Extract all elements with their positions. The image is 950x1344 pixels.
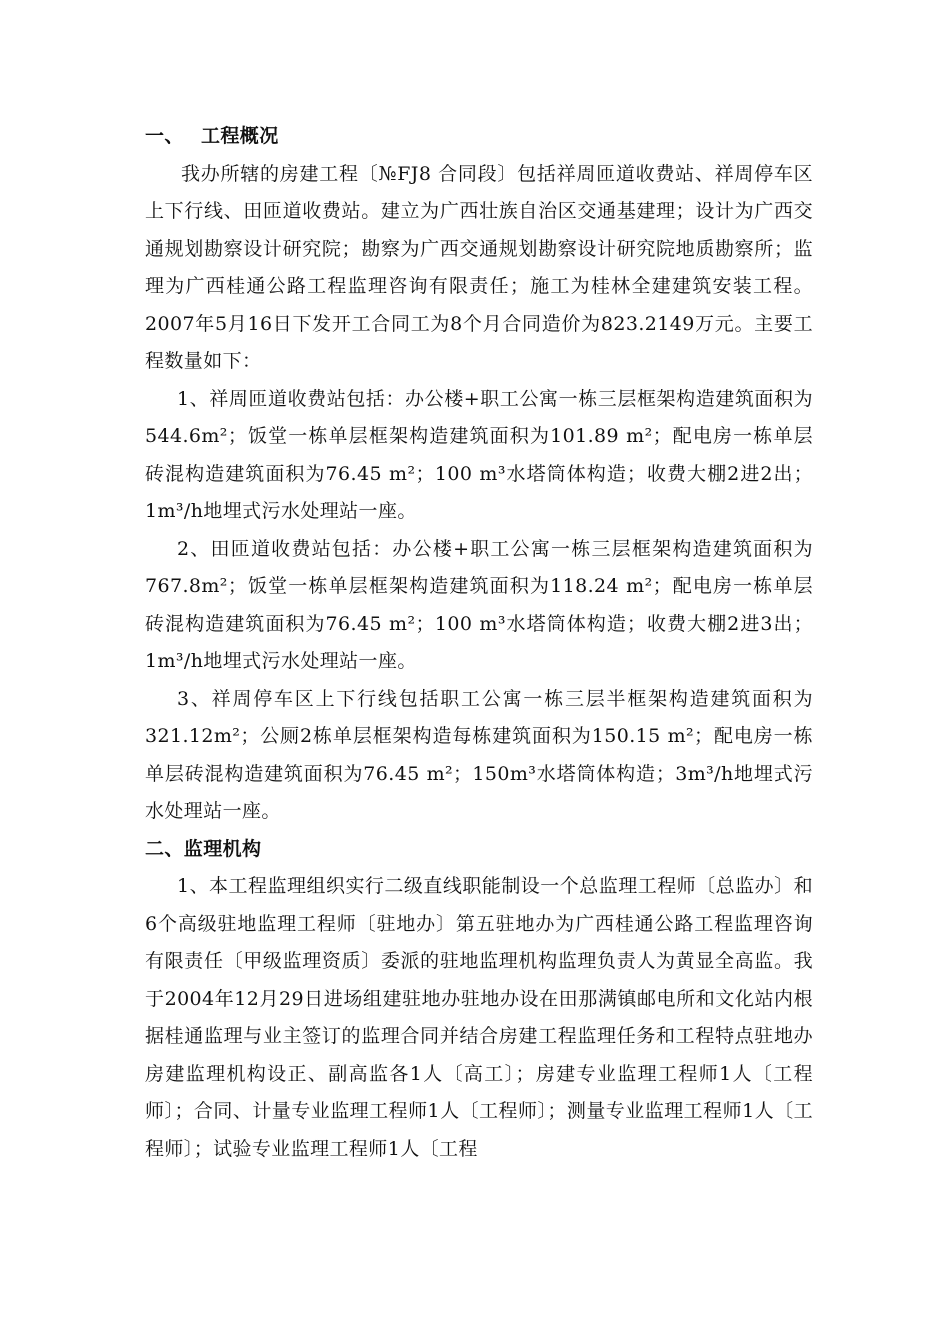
section1-intro-paragraph: 我办所辖的房建工程〔№FJ8 合同段〕包括祥周匝道收费站、祥周停车区上下行线、田匝道收费站。建立为广西壮族自治区交通基建理；设计为广西交通规划勘察设计研究院；勘察为广西交通规划勘察设计研究院地质勘察所；监理为广西桂通公路工程监理咨询有限责任；施工为桂林全建建筑安装工程。2007年5月16日下发开工合同工为8个月合同造价为823.2149万元。主要工程数量如下： (145, 162, 813, 372)
section2-item1-paragraph: 1、本工程监理组织实行二级直线职能制设一个总监理工程师〔总监办〕和6个高级驻地监理工程师〔驻地办〕第五驻地办为广西桂通公路工程监理咨询有限责任〔甲级监理资质〕委派的驻地监理机构监理负责人为黄显全高监。我于2004年12月29日进场组建驻地办驻地办设在田那满镇邮电所和文化站内根据桂通监理与业主签订的监理合同并结合房建工程监理任务和工程特点驻地办房建监理机构设正、副高监各1人〔高工〕；房建专业监理工程师1人〔工程师〕；合同、计量专业监理工程师1人〔工程师〕；测量专业监理工程师1人〔工程师〕；试验专业监理工程师1人〔工程 (145, 875, 813, 1160)
section1-item1-paragraph: 1、祥周匝道收费站包括：办公楼+职工公寓一栋三层框架构造建筑面积为544.6m²；饭堂一栋单层框架构造建筑面积为101.89 m²；配电房一栋单层砖混构造建筑面积为76.45 m²；100 m³水塔筒体构造；收费大棚2进2出；1m³/h地埋式污水处理站一座。 (145, 387, 813, 522)
section1-title: 工程概况 (201, 125, 279, 147)
section2-heading: 二、监理机构 (145, 837, 262, 860)
section1-heading (145, 118, 813, 156)
section1-item2-paragraph: 2、田匝道收费站包括：办公楼+职工公寓一栋三层框架构造建筑面积为767.8m²；饭堂一栋单层框架构造建筑面积为118.24 m²；配电房一栋单层砖混构造建筑面积为76.45 m²；100 m³水塔筒体构造；收费大棚2进3出；1m³/h地埋式污水处理站一座。 (145, 537, 813, 672)
section1-item3-paragraph: 3、祥周停车区上下行线包括职工公寓一栋三层半框架构造建筑面积为321.12m²；公厕2栋单层框架构造每栋建筑面积为150.15 m²；配电房一栋单层砖混构造建筑面积为76.45 m²；150m³水塔筒体构造；3m³/h地埋式污水处理站一座。 (145, 687, 813, 822)
section1-number: 一、 (145, 125, 184, 147)
document-page (145, 118, 813, 1168)
